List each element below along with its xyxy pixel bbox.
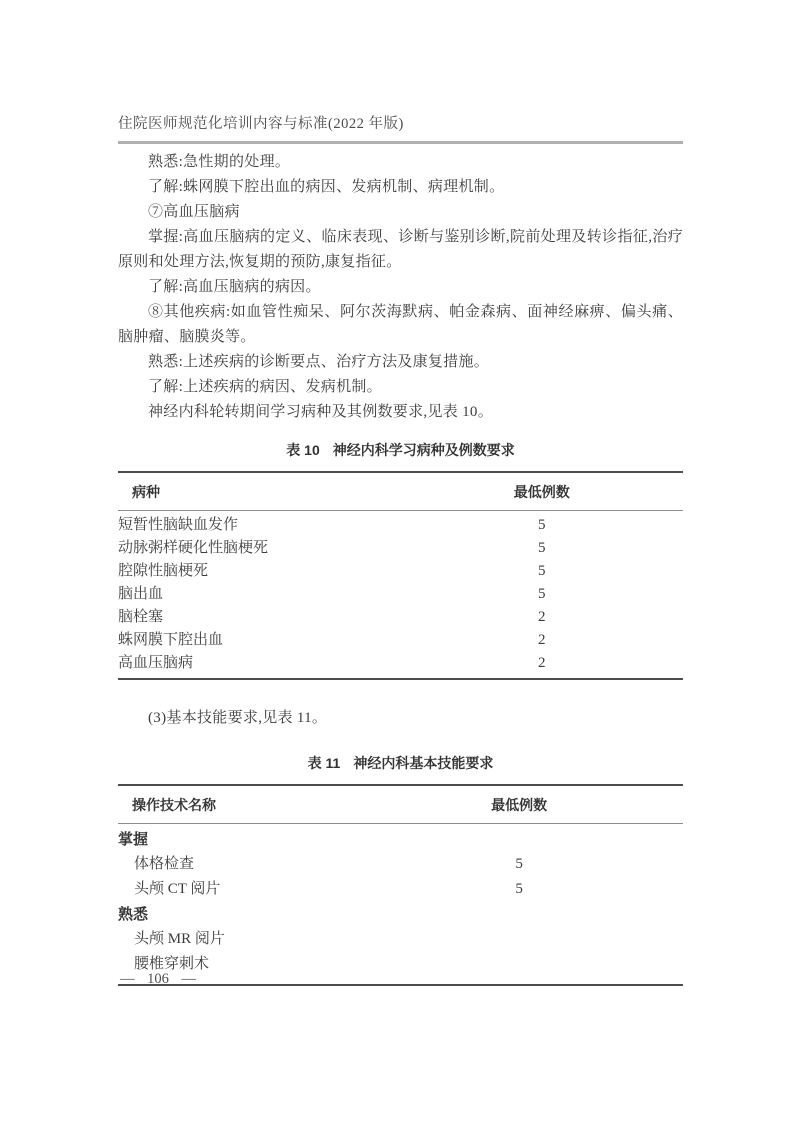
disease-name: 腔隙性脑梗死: [118, 563, 209, 579]
skill-name: 体格检查: [134, 856, 195, 872]
paragraph-understand-hypertensive: 了解:高血压脑病的病因。: [148, 279, 321, 295]
table-row: [118, 852, 683, 877]
paragraph-master-hypertensive: 掌握:高血压脑病的定义、临床表现、诊断与鉴别诊断,院前处理及转诊指征,治疗原则和处理方法,恢复期的预防,康复指征。: [118, 229, 683, 270]
table-row: [118, 927, 683, 952]
skill-group-label: 熟悉: [118, 906, 149, 923]
table10-header-row: [118, 472, 683, 511]
table10-caption: [118, 440, 683, 460]
skill-name: 腰椎穿刺术: [134, 956, 210, 972]
paragraph-item7-heading: ⑦高血压脑病: [148, 204, 240, 220]
table11-caption-label: 表 11: [307, 755, 341, 771]
running-head: [118, 112, 683, 144]
table10-header-spacer: [627, 472, 684, 511]
table-row: [118, 511, 683, 538]
disease-name: 脑栓塞: [118, 609, 164, 625]
table10-header-disease: 病种: [118, 472, 457, 511]
min-cases-value: [434, 902, 604, 927]
table-row: [118, 560, 683, 583]
table11-header-min-cases: 最低例数: [434, 785, 604, 824]
disease-name: 动脉粥样硬化性脑梗死: [118, 540, 269, 556]
table-row: [118, 583, 683, 606]
disease-name: 脑出血: [118, 586, 164, 602]
min-cases-value: 5: [538, 540, 546, 556]
page-content: [118, 150, 683, 986]
min-cases-value: 5: [538, 517, 546, 533]
paragraph-rotation-requirements: 神经内科轮转期间学习病种及其例数要求,见表 10。: [148, 404, 494, 420]
disease-name: 短暂性脑缺血发作: [118, 517, 239, 533]
table10-caption-title: 神经内科学习病种及例数要求: [332, 442, 515, 458]
min-cases-value: 5: [538, 563, 546, 579]
paragraph-understand-sah: 了解:蛛网膜下腔出血的病因、发病机制、病理机制。: [148, 179, 505, 195]
table-row-group-master: [118, 824, 683, 853]
min-cases-value: 5: [515, 881, 523, 897]
min-cases-value: [434, 927, 604, 952]
table-row: [118, 606, 683, 629]
table-row-group-familiar: [118, 902, 683, 927]
min-cases-value: [434, 952, 604, 985]
disease-name: 高血压脑病: [118, 655, 194, 671]
page-number: — 106 —: [120, 971, 196, 987]
paragraph-basic-skills: (3)基本技能要求,见表 11。: [148, 710, 328, 726]
min-cases-value: 5: [515, 856, 523, 872]
table11-caption-title: 神经内科基本技能要求: [353, 755, 494, 771]
skill-name: 头颅 MR 阅片: [134, 931, 225, 947]
table-row: [118, 652, 683, 679]
table-row: [118, 629, 683, 652]
min-cases-value: 5: [538, 586, 546, 602]
table-row: [118, 952, 683, 985]
paragraph-familiar-acute: 熟悉:急性期的处理。: [148, 154, 291, 170]
table11-caption: [118, 753, 683, 773]
min-cases-value: [434, 824, 604, 853]
table11-header-row: [118, 785, 683, 824]
disease-name: 蛛网膜下腔出血: [118, 632, 224, 648]
table11-header-skill: 操作技术名称: [118, 785, 434, 824]
min-cases-value: 2: [538, 609, 546, 625]
running-head-title: 住院医师规范化培训内容与标准(2022 年版): [118, 116, 404, 132]
skill-group-label: 掌握: [118, 831, 149, 848]
min-cases-value: 2: [538, 632, 546, 648]
paragraph-item8-other-diseases: ⑧其他疾病:如血管性痴呆、阿尔茨海默病、帕金森病、面神经麻痹、偏头痛、脑肿瘤、脑膜炎等。: [118, 304, 683, 345]
table10-header-min-cases: 最低例数: [457, 472, 627, 511]
paragraph-familiar-diagnosis: 熟悉:上述疾病的诊断要点、治疗方法及康复措施。: [148, 354, 490, 370]
table-row: [118, 537, 683, 560]
skill-name: 头颅 CT 阅片: [134, 881, 221, 897]
table11-header-spacer: [604, 785, 683, 824]
table10-caption-label: 表 10: [286, 442, 320, 458]
table10-disease-requirements: [118, 471, 683, 680]
min-cases-value: 2: [538, 655, 546, 671]
paragraph-understand-causes: 了解:上述疾病的病因、发病机制。: [148, 379, 382, 395]
table-row: [118, 877, 683, 902]
table11-basic-skills: [118, 784, 683, 986]
